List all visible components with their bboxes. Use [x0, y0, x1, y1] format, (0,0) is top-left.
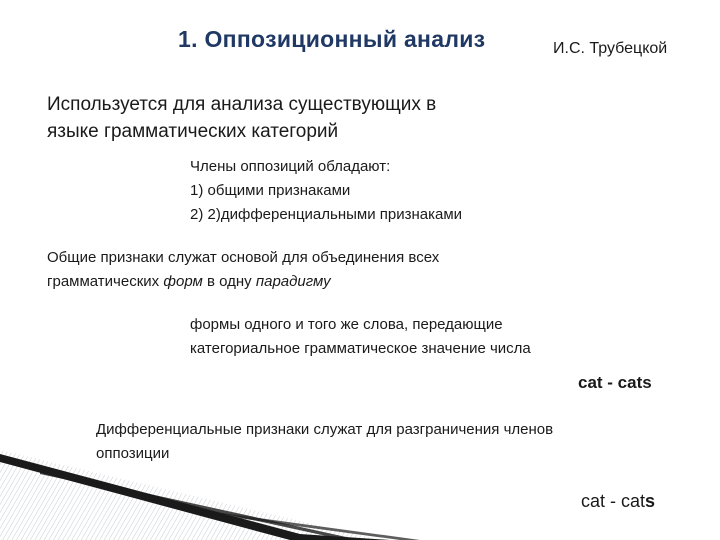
common-line-2	[47, 270, 439, 294]
diff-line-2: оппозиции	[96, 445, 170, 462]
opposition-members-block	[190, 155, 462, 227]
members-item-2: 2) 2)дифференциальными признаками	[190, 206, 463, 223]
forms-line-2: категориальное грамматическое значение числа	[190, 340, 531, 357]
example-suffix: s	[645, 491, 656, 511]
forms-line-1: формы одного и того же слова, передающие	[190, 316, 503, 333]
slide-title: 1. Оппозиционный анализ	[178, 26, 486, 52]
example-base: cat - cat	[581, 491, 646, 511]
intro-line-2: языке грамматических категорий	[47, 121, 339, 142]
members-item-1: 1) общими признаками	[190, 182, 351, 199]
author-name: И.С. Трубецкой	[553, 40, 668, 57]
term-paradigm: парадигму	[255, 273, 331, 290]
intro-line-1: Используется для анализа существующих в	[47, 94, 437, 115]
forms-definition	[190, 313, 531, 361]
members-heading: Члены оппозиций обладают:	[190, 158, 391, 175]
hatched-band	[0, 450, 380, 540]
example-cats-bold: cat - cats	[578, 373, 652, 392]
intro-text	[47, 91, 436, 145]
decorative-swoosh	[0, 440, 720, 540]
common-line-1: Общие признаки служат основой для объединения всех	[47, 249, 440, 266]
common-line-2-part-a: грамматических	[47, 273, 164, 290]
term-forms: форм	[163, 273, 203, 290]
diff-line-1: Дифференциальные признаки служат для разграничения членов	[96, 421, 554, 438]
common-line-2-part-b: в одну	[202, 273, 256, 290]
common-features-text	[47, 246, 439, 294]
